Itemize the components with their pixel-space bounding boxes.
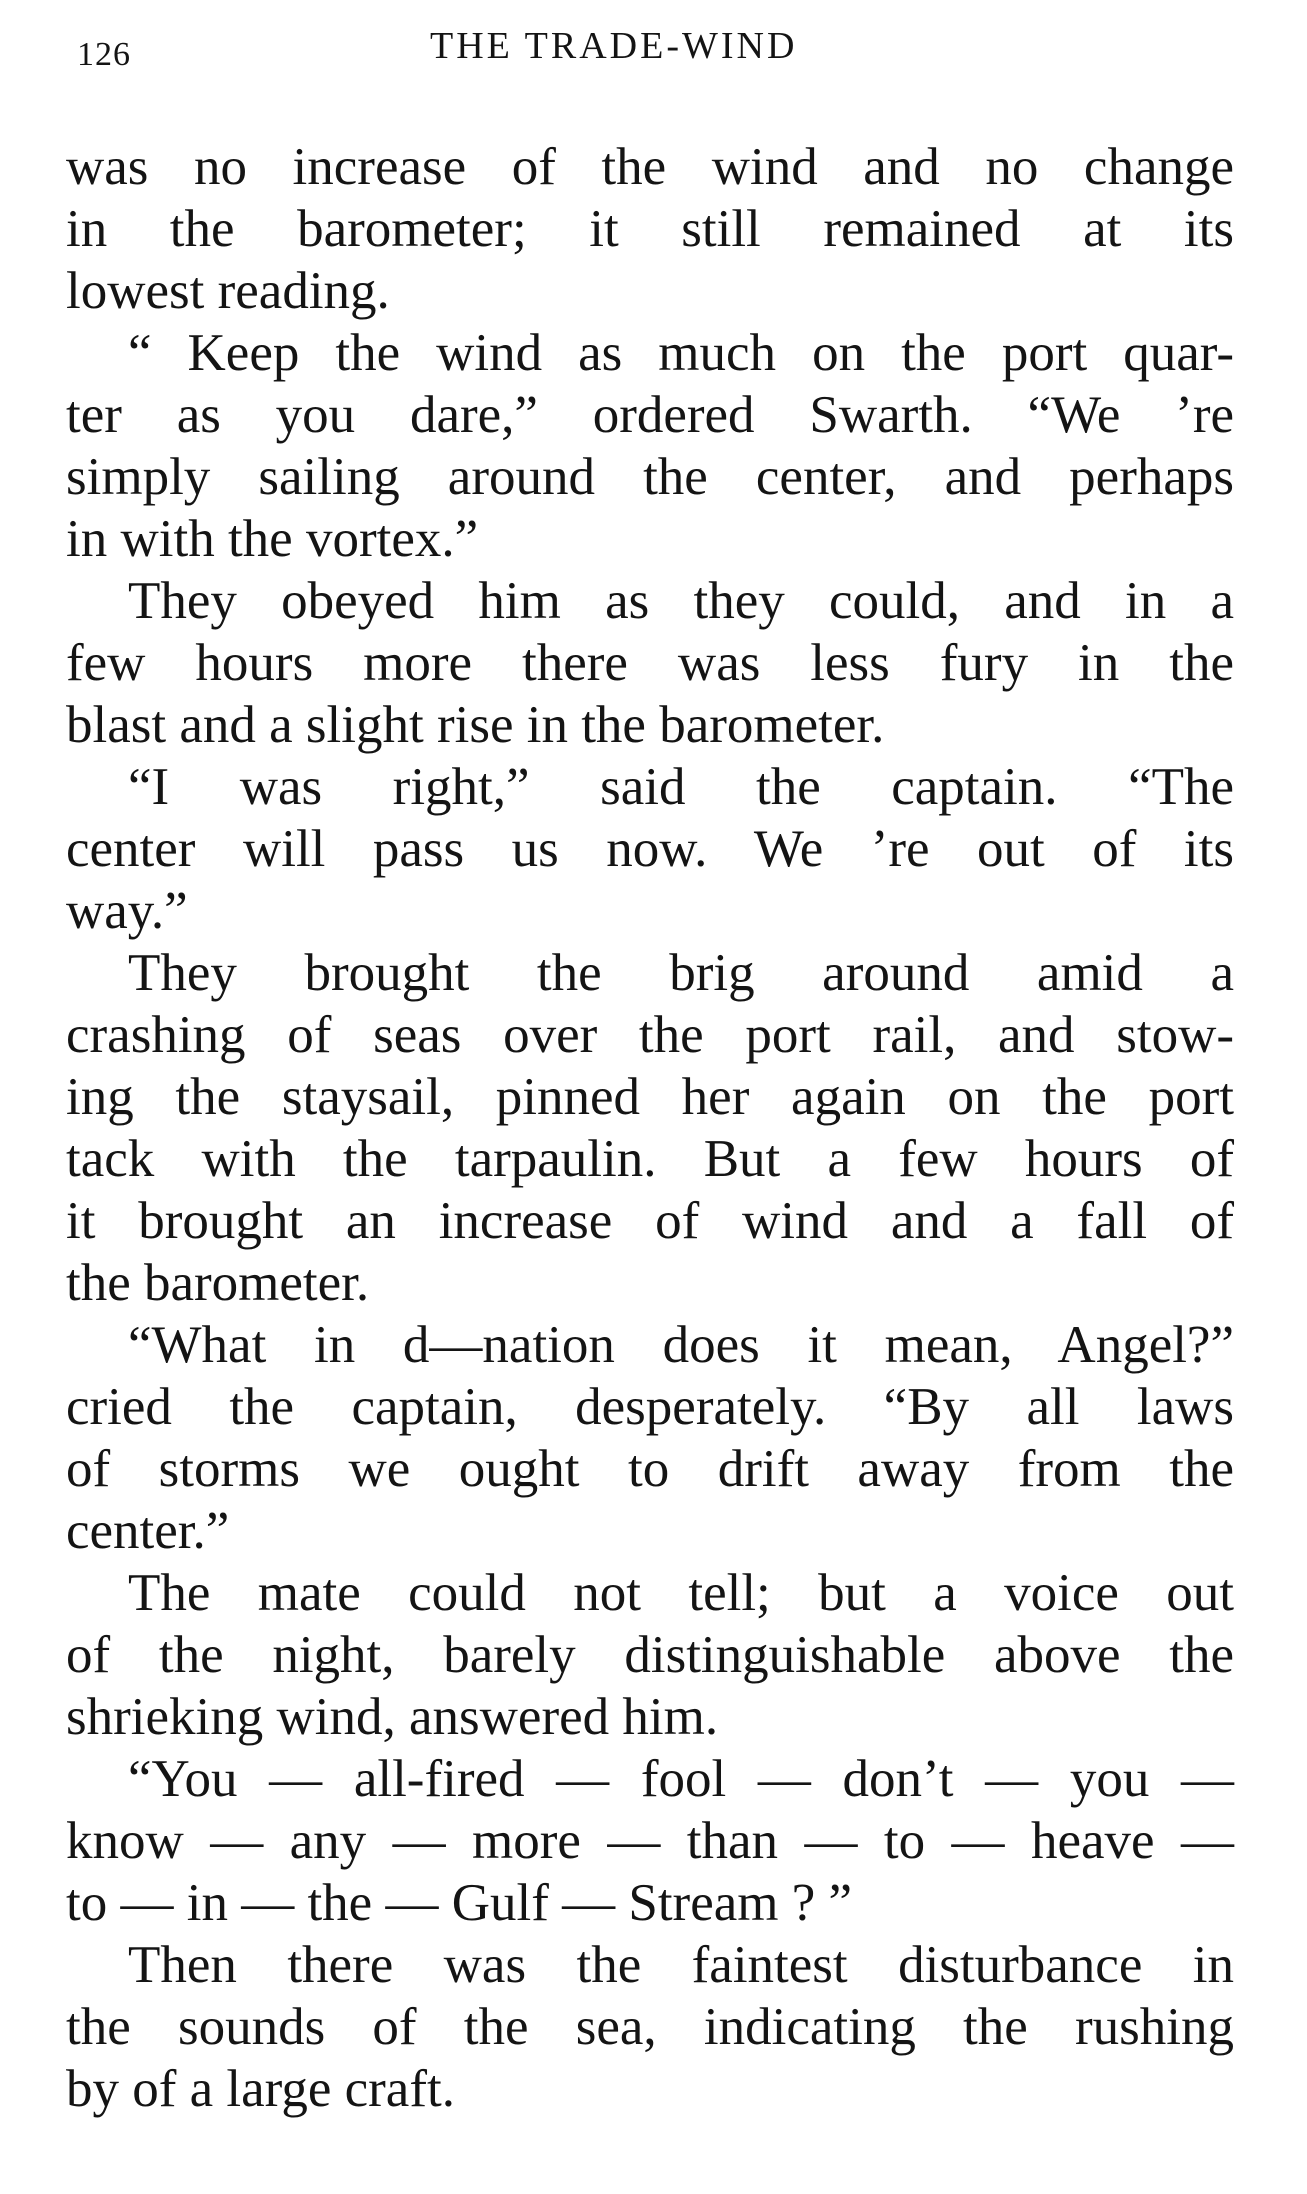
text-line: Then there was the faintest disturbance in xyxy=(128,1936,1234,1994)
text-line: know — any — more — than — to — heave — xyxy=(66,1812,1234,1870)
text-line: it brought an increase of wind and a fall of xyxy=(66,1192,1234,1250)
text-line: of the night, barely distinguishable above the xyxy=(66,1626,1234,1684)
page-number: 126 xyxy=(77,36,131,73)
page-header xyxy=(40,22,1220,72)
text-line: “ Keep the wind as much on the port quar- xyxy=(128,324,1234,382)
text-line: center.” xyxy=(66,1502,230,1560)
text-line: in the barometer; it still remained at its xyxy=(66,200,1234,258)
text-line: by of a large craft. xyxy=(66,2060,455,2118)
text-line: of storms we ought to drift away from the xyxy=(66,1440,1234,1498)
text-line: “What in d—nation does it mean, Angel?” xyxy=(128,1316,1234,1374)
text-line: ter as you dare,” ordered Swarth. “We ’re xyxy=(66,386,1234,444)
text-line: in with the vortex.” xyxy=(66,510,479,568)
text-line: lowest reading. xyxy=(66,262,390,320)
text-line: to — in — the — Gulf — Stream ? ” xyxy=(66,1874,853,1932)
running-head: THE TRADE-WIND xyxy=(430,25,798,67)
body-text xyxy=(66,136,1234,2120)
text-line: the sounds of the sea, indicating the rushing xyxy=(66,1998,1234,2056)
text-line: tack with the tarpaulin. But a few hours of xyxy=(66,1130,1234,1188)
text-line: “I was right,” said the captain. “The xyxy=(128,758,1234,816)
text-line: The mate could not tell; but a voice out xyxy=(128,1564,1234,1622)
text-line: simply sailing around the center, and perhaps xyxy=(66,448,1234,506)
text-line: center will pass us now. We ’re out of its xyxy=(66,820,1234,878)
text-line: way.” xyxy=(66,882,188,940)
text-line: They obeyed him as they could, and in a xyxy=(128,572,1234,630)
text-line: blast and a slight rise in the barometer. xyxy=(66,696,885,754)
text-line: few hours more there was less fury in the xyxy=(66,634,1234,692)
text-line: ing the staysail, pinned her again on the port xyxy=(66,1068,1234,1126)
text-line: crashing of seas over the port rail, and stow- xyxy=(66,1006,1234,1064)
text-line: was no increase of the wind and no change xyxy=(66,138,1234,196)
text-line: cried the captain, desperately. “By all laws xyxy=(66,1378,1234,1436)
text-line: “You — all-fired — fool — don’t — you — xyxy=(128,1750,1234,1808)
text-line: shrieking wind, answered him. xyxy=(66,1688,719,1746)
text-line: the barometer. xyxy=(66,1254,370,1312)
text-line: They brought the brig around amid a xyxy=(128,944,1234,1002)
